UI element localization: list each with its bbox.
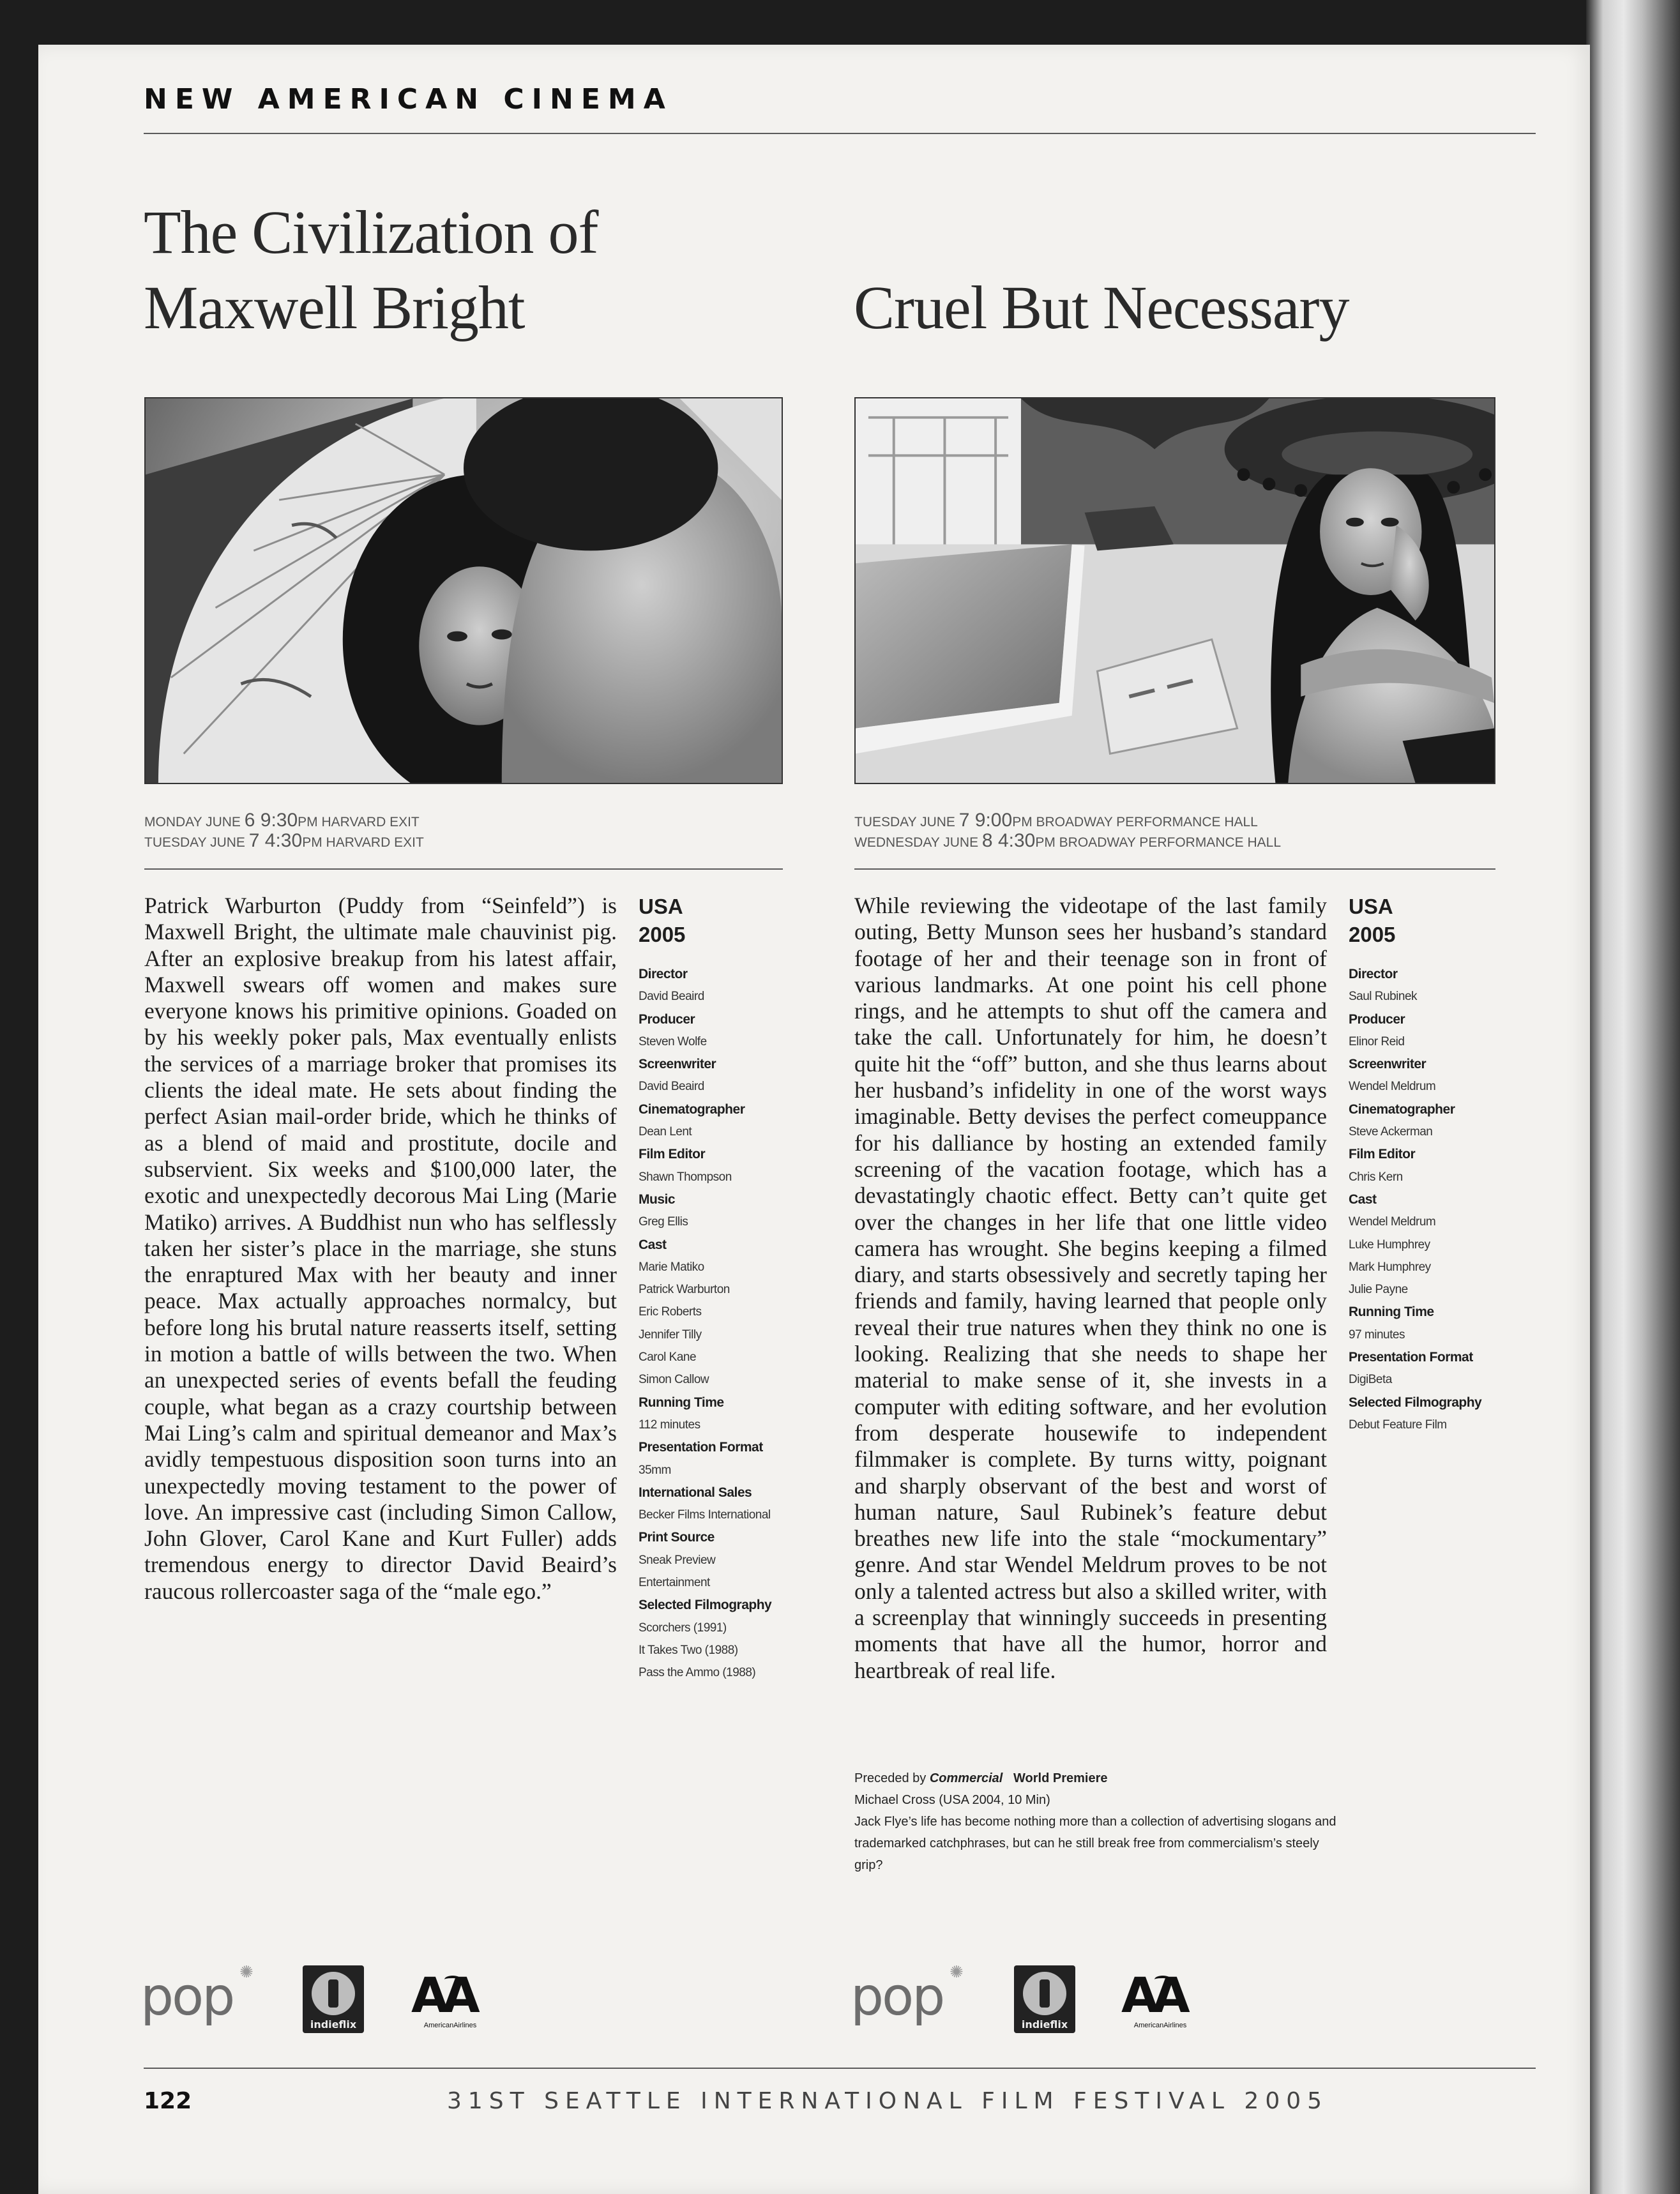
sparkle-icon: ✺ — [239, 1963, 252, 1982]
showtimes-cruel — [854, 811, 1281, 852]
credit-name: Patrick Warburton — [639, 1283, 730, 1297]
credit-name: Entertainment — [639, 1576, 710, 1590]
preceded-intro: Preceded by — [854, 1771, 930, 1785]
eagle-icon — [444, 1976, 461, 1983]
footer-rule — [144, 2068, 1536, 2069]
credit-role: Music — [639, 1192, 676, 1207]
credit-role: Presentation Format — [1349, 1350, 1473, 1365]
credit-name: Steve Ackerman — [1349, 1125, 1433, 1139]
showtime-time: 4:30 — [992, 830, 1036, 851]
credit-role: Running Time — [1349, 1305, 1434, 1320]
credit-name: Luke Humphrey — [1349, 1237, 1430, 1252]
film-reel-icon — [1023, 1972, 1066, 2015]
production-year: 2005 — [1349, 923, 1396, 946]
pop-logo-text: pop — [140, 1967, 234, 2027]
american-airlines-logo — [409, 1967, 492, 2037]
synopsis-cruel: While reviewing the videotape of the last family outing, Betty Munson sees her husband’s standard footage of her and their teenage son in front of various landmarks. At one point his cell phone rings, and he attempts to shut off the camera and take the call. Unfortunately for him, he doesn’t quite hit the “off” button, and she thus learns about her husband’s infidelity in one of the worst ways imaginable. Betty devises the perfect comeuppance for his dalliance by hosting an extended family screening of the vacation footage, which has a devastatingly chaotic effect. Betty can’t quite get over the changes in her life that one little video camera has wrought. She begins keeping a filmed diary, and starts obsessively and secretly taping her friends and family, having learned that people only reveal their true natures when they think no one is looking. Realizing that she needs to shape her material to make sense of it, she invests in a computer with editing software, and her evolution from desperate housewife to independent filmmaker is complete. By turns witty, poignant and sharply observant of the best and worst of human nature, Saul Rubinek’s feature debut breathes new life into the stale “mockumentary” genre. And star Wendel Meldrum proves to be not only a talented actress but also a skilled writer, with a screenplay that winningly succeeds in presenting moments that have all the humor, horror and heartbreak of real life. — [854, 893, 1327, 1683]
credit-role: Film Editor — [1349, 1147, 1416, 1162]
showtime-day: TUESDAY JUNE — [854, 815, 959, 829]
showtime-date: 7 — [248, 830, 260, 851]
header-rule — [144, 133, 1536, 134]
pop-logo-text: pop — [851, 1967, 944, 2027]
short-description: Jack Flye’s life has become nothing more than a collection of advertising slogans and trademarked catchphrases, but can he still break free from commercialism’s steely grip? — [854, 1815, 1336, 1872]
credit-role: Producer — [639, 1011, 695, 1027]
american-airlines-logo — [1119, 1967, 1202, 2037]
showtime-time: 4:30 — [259, 830, 303, 851]
film-title-line: The Civilization of — [144, 198, 598, 266]
credit-name: Jennifer Tilly — [639, 1328, 702, 1342]
showtime-venue: PM BROADWAY PERFORMANCE HALL — [1035, 835, 1282, 850]
showtime-venue: PM BROADWAY PERFORMANCE HALL — [1012, 815, 1258, 829]
showtime-day: MONDAY JUNE — [144, 815, 245, 829]
credit-role: Film Editor — [639, 1147, 706, 1162]
film-still-cruel — [854, 397, 1495, 784]
credit-name: Becker Films International — [639, 1508, 771, 1522]
credit-name: Chris Kern — [1349, 1170, 1403, 1184]
showtime-line — [144, 831, 424, 852]
credit-name: Saul Rubinek — [1349, 990, 1418, 1004]
credit-name: 97 minutes — [1349, 1328, 1405, 1342]
page-number: 122 — [144, 2088, 192, 2114]
credit-name: Steven Wolfe — [639, 1034, 707, 1048]
showtime-date: 6 — [244, 810, 255, 831]
credit-role: Screenwriter — [639, 1057, 716, 1072]
showtimes-rule — [854, 868, 1495, 870]
credit-role: Cinematographer — [1349, 1101, 1455, 1117]
credits-civilization — [639, 893, 789, 1684]
aa-logo-text: AmericanAirlines — [1133, 2022, 1187, 2029]
synopsis-civilization: Patrick Warburton (Puddy from “Seinfeld”) is Maxwell Bright, the ultimate male chauvinist pig. After an explosive breakup from his latest affair, Maxwell swears off women and makes sure everyone knows his primitive opinions. Goaded on by his weekly poker pals, Max eventually enlists the services of a marriage broker that promises its clients the ideal mate. He sets about finding the perfect Asian mail-order bride, which he thinks of as a blend of maid and prostitute, docile and subservient. Six weeks and $100,000 later, the exotic and unexpectedly decorous Mai Ling (Marie Matiko) arrives. A Buddhist nun who has selflessly taken her sister’s place in the marriage, she stuns the enraptured Max with her beauty and inner peace. Max actually approaches normalcy, but before long his brutal nature reasserts itself, setting in motion a battle of wills between the two. When an unexpected series of events befall the feuding couple, what began as a crazy courtship between Mai Ling’s calm and spiritual demeanor and Max’s avidly tempestuous disposition soon turns into an unexpectedly moving testament to the power of love. An impressive cast (including Simon Callow, John Glover, Carol Kane and Kurt Fuller) adds tremendous energy to director David Beaird’s raucous rollercoaster saga of the “male ego.” — [144, 893, 617, 1604]
film-still-image — [856, 398, 1494, 783]
showtime-line — [144, 811, 424, 831]
showtime-date: 7 — [958, 810, 970, 831]
showtimes-civilization — [144, 811, 424, 852]
short-credit: Michael Cross (USA 2004, 10 Min) — [854, 1793, 1050, 1807]
credit-name: Elinor Reid — [1349, 1034, 1405, 1048]
credit-role: Presentation Format — [639, 1440, 763, 1455]
short-title: Commercial — [929, 1771, 1003, 1785]
credit-role: Cast — [1349, 1192, 1377, 1207]
preceded-by-short — [854, 1767, 1340, 1876]
indieflix-logo-text: indieflix — [310, 2018, 357, 2031]
credit-name: Eric Roberts — [639, 1305, 702, 1319]
credit-name: Pass the Ammo (1988) — [639, 1666, 756, 1680]
premiere-badge: World Premiere — [1013, 1771, 1108, 1785]
credit-name: Wendel Meldrum — [1349, 1215, 1436, 1229]
film-title-civilization — [144, 195, 598, 345]
credit-name: David Beaird — [639, 1080, 704, 1094]
film-title-line: Maxwell Bright — [144, 273, 525, 342]
film-title-cruel — [854, 270, 1349, 345]
showtime-line — [854, 831, 1281, 852]
credit-role: Cast — [639, 1237, 667, 1252]
pop-logo — [140, 1963, 252, 2027]
production-country: USA — [1349, 895, 1393, 918]
credit-name: Mark Humphrey — [1349, 1260, 1431, 1274]
credit-name: David Beaird — [639, 990, 704, 1004]
credit-name: Wendel Meldrum — [1349, 1080, 1436, 1094]
short-heading — [854, 1767, 1340, 1789]
credit-name: 112 minutes — [639, 1418, 700, 1432]
indieflix-logo-text: indieflix — [1021, 2018, 1068, 2031]
credit-name: Greg Ellis — [639, 1215, 688, 1229]
credit-role: Cinematographer — [639, 1101, 745, 1117]
adjacent-page-edge — [1586, 0, 1680, 2194]
credit-name: 35mm — [639, 1463, 671, 1477]
production-country: USA — [639, 895, 683, 918]
credit-name: Sneak Preview — [639, 1553, 716, 1567]
festival-name: 31ST SEATTLE INTERNATIONAL FILM FESTIVAL 2005 — [447, 2088, 1329, 2114]
eagle-icon — [1154, 1976, 1171, 1983]
section-label: NEW AMERICAN CINEMA — [144, 83, 673, 116]
showtime-day: TUESDAY JUNE — [144, 835, 249, 850]
film-title-line: Cruel But Necessary — [854, 273, 1349, 342]
credit-name: Scorchers (1991) — [639, 1621, 727, 1635]
film-still-civilization — [144, 397, 783, 784]
credits-cruel — [1349, 893, 1499, 1436]
credit-role: Running Time — [639, 1395, 724, 1410]
credit-name: DigiBeta — [1349, 1373, 1392, 1387]
credit-name: Dean Lent — [639, 1125, 692, 1139]
credit-name: It Takes Two (1988) — [639, 1643, 738, 1657]
showtime-venue: PM HARVARD EXIT — [298, 815, 420, 829]
indieflix-logo — [1014, 1965, 1075, 2033]
credit-role: Selected Filmography — [639, 1598, 772, 1613]
pop-logo — [851, 1963, 962, 2027]
credit-name: Marie Matiko — [639, 1260, 704, 1274]
aa-logo-mark: AA — [1121, 1967, 1184, 2024]
production-year: 2005 — [639, 923, 686, 946]
sparkle-icon: ✺ — [950, 1963, 962, 1982]
showtimes-rule — [144, 868, 783, 870]
credit-name: Julie Payne — [1349, 1283, 1408, 1297]
aa-logo-mark: AA — [411, 1967, 474, 2024]
showtime-date: 8 — [981, 830, 993, 851]
credit-role: International Sales — [639, 1485, 752, 1500]
credit-role: Director — [1349, 967, 1398, 981]
indieflix-logo — [303, 1965, 364, 2033]
credit-role: Director — [639, 967, 688, 981]
credit-name: Debut Feature Film — [1349, 1418, 1447, 1432]
showtime-time: 9:30 — [255, 810, 298, 831]
showtime-venue: PM HARVARD EXIT — [302, 835, 424, 850]
credit-name: Shawn Thompson — [639, 1170, 732, 1184]
showtime-line — [854, 811, 1281, 831]
credit-name: Carol Kane — [639, 1350, 697, 1365]
showtime-day: WEDNESDAY JUNE — [854, 835, 982, 850]
credit-role: Selected Filmography — [1349, 1395, 1482, 1410]
catalog-page — [38, 45, 1590, 2194]
credit-role: Producer — [1349, 1011, 1405, 1027]
credit-role: Print Source — [639, 1530, 715, 1545]
film-still-image — [146, 398, 782, 783]
credit-role: Screenwriter — [1349, 1057, 1426, 1072]
showtime-time: 9:00 — [969, 810, 1013, 831]
credit-name: Simon Callow — [639, 1373, 709, 1387]
aa-logo-text: AmericanAirlines — [423, 2022, 477, 2029]
film-reel-icon — [312, 1972, 355, 2015]
